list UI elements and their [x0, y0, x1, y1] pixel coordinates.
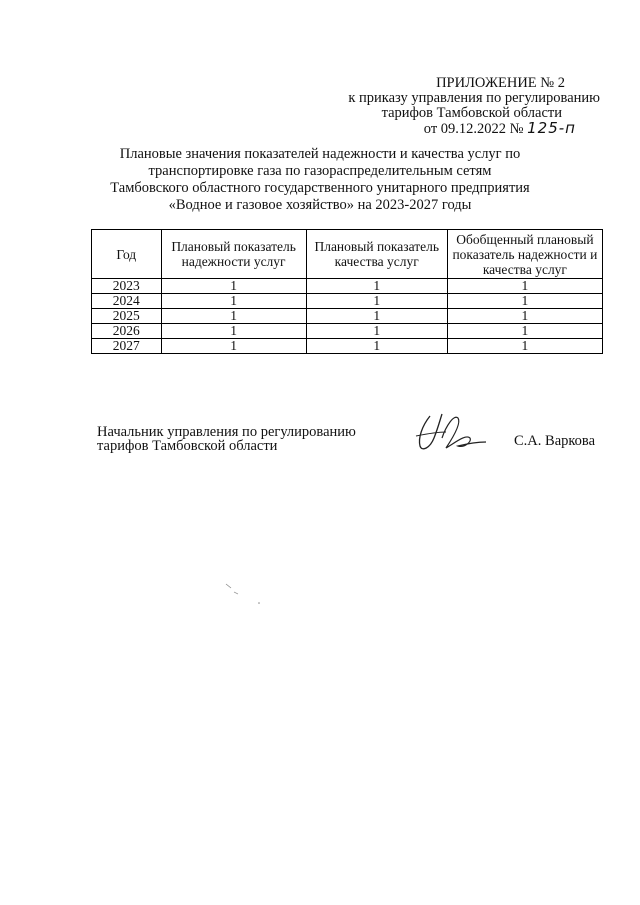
- table-row: [92, 339, 603, 354]
- table-row: [92, 324, 603, 339]
- scan-specks: [222, 580, 262, 610]
- header-year: Год: [92, 230, 162, 279]
- header-reliability: Плановый показатель надежности услуг: [161, 230, 306, 279]
- cell-quality: 1: [306, 294, 447, 309]
- cell-reliability: 1: [161, 324, 306, 339]
- cell-combined: 1: [447, 309, 602, 324]
- handwritten-signature: [412, 408, 492, 458]
- cell-combined: 1: [447, 279, 602, 294]
- cell-reliability: 1: [161, 309, 306, 324]
- cell-quality: 1: [306, 279, 447, 294]
- signatory-name: С.А. Варкова: [514, 433, 596, 449]
- cell-year: 2027: [92, 339, 162, 354]
- appendix-authority: тарифов Тамбовской области: [381, 105, 562, 121]
- appendix-date-line: [348, 121, 576, 137]
- cell-reliability: 1: [161, 339, 306, 354]
- cell-combined: 1: [447, 339, 602, 354]
- table-row: [92, 279, 603, 294]
- appendix-order-ref: к приказу управления по регулированию: [348, 90, 600, 106]
- cell-year: 2026: [92, 324, 162, 339]
- cell-reliability: 1: [161, 294, 306, 309]
- cell-year: 2024: [92, 294, 162, 309]
- signatory-position: [97, 425, 356, 453]
- cell-quality: 1: [306, 324, 447, 339]
- handwritten-order-number: 125-п: [527, 119, 576, 137]
- table-row: [92, 309, 603, 324]
- signatory-position-line2: тарифов Тамбовской области: [97, 438, 278, 454]
- cell-combined: 1: [447, 324, 602, 339]
- signatory-position-line1: Начальник управления по регулированию: [97, 424, 356, 440]
- appendix-date: от 09.12.2022 №: [423, 121, 524, 137]
- document-title: Плановые значения показателей надежности и качества услуг по транспортировке газа по газораспределительным сетям Тамбовского областного государственного унитарного предприятия «Водное и газовое хозяйство» на 2023-2027 годы: [110, 146, 530, 213]
- header-quality: Плановый показатель качества услуг: [306, 230, 447, 279]
- cell-year: 2025: [92, 309, 162, 324]
- cell-reliability: 1: [161, 279, 306, 294]
- cell-quality: 1: [306, 339, 447, 354]
- indicators-table: [91, 229, 603, 354]
- cell-combined: 1: [447, 294, 602, 309]
- cell-quality: 1: [306, 309, 447, 324]
- header-combined: Обобщенный плановый показатель надежности и качества услуг: [447, 230, 602, 279]
- appendix-header: [348, 76, 600, 137]
- table-header-row: [92, 230, 603, 279]
- table-row: [92, 294, 603, 309]
- cell-year: 2023: [92, 279, 162, 294]
- appendix-title: ПРИЛОЖЕНИЕ № 2: [436, 75, 565, 91]
